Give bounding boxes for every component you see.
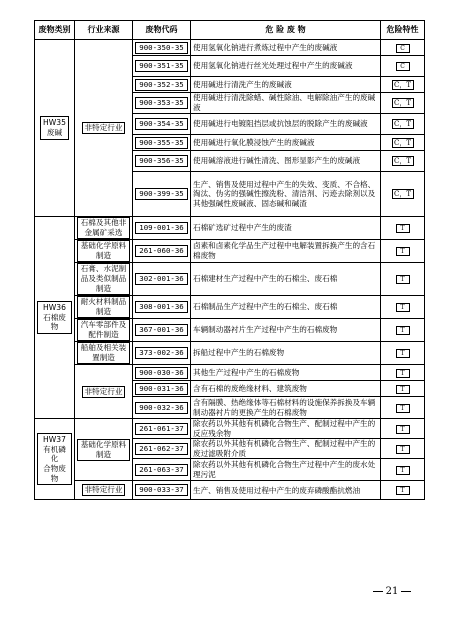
waste-code: 900-350-35 (135, 42, 188, 54)
hazard-property: C，T (392, 80, 414, 90)
hazard-property: T (396, 349, 410, 358)
waste-code-cell (133, 397, 191, 419)
table-row (35, 217, 425, 240)
hazard-property: T (396, 275, 410, 284)
industry-source-label: 耐火材料制品制造 (77, 296, 130, 318)
header-hazardous-waste: 危 险 废 物 (191, 21, 381, 40)
waste-description: 除农药以外其他有机磷化合物生产、配制过程中产生的反应残余物 (191, 419, 381, 439)
waste-code: 261-063-37 (135, 464, 188, 476)
waste-description: 车辆制动器衬片生产过程中产生的石棉废物 (191, 319, 381, 342)
waste-description: 使用碱进行电镀阻挡层或抗蚀层的脱除产生的废碱液 (191, 114, 381, 135)
hazard-property-cell (381, 397, 425, 419)
industry-source-cell (75, 217, 133, 240)
industry-source-cell (75, 263, 133, 296)
waste-code: 900-351-35 (135, 60, 188, 72)
industry-source-cell (75, 319, 133, 342)
waste-description: 使用氢氧化钠进行丝光处理过程中产生的废碱液 (191, 56, 381, 77)
hazard-property: C，T (392, 98, 414, 108)
hazard-property-cell (381, 217, 425, 240)
waste-code-cell (133, 151, 191, 172)
hazard-property-cell (381, 342, 425, 365)
waste-category-label: HW35 废碱 (40, 116, 69, 139)
page-number-text: 21 (385, 586, 399, 597)
waste-category-cell (35, 419, 75, 500)
industry-source-label: 基础化学原料制造 (77, 439, 130, 461)
hazard-property-cell (381, 151, 425, 172)
waste-code-cell (133, 263, 191, 296)
waste-code-cell (133, 56, 191, 77)
table-row (35, 481, 425, 500)
hazard-property: T (396, 486, 410, 495)
waste-code: 900-354-35 (135, 118, 188, 130)
hazard-property-cell (381, 93, 425, 114)
waste-code-cell (133, 439, 191, 459)
table-body (35, 40, 425, 500)
waste-code: 900-356-35 (135, 155, 188, 167)
waste-code: 308-001-36 (135, 301, 188, 313)
table-row (35, 419, 425, 439)
industry-source-label: 船舶及相关装置制造 (77, 342, 130, 364)
industry-source-label: 石膏、水泥制品及类似制品制造 (77, 263, 130, 295)
hazard-property: T (396, 303, 410, 312)
waste-code-cell (133, 419, 191, 439)
waste-description: 拆船过程中产生的石棉废物 (191, 342, 381, 365)
waste-code-cell (133, 481, 191, 500)
hazard-property: C，T (392, 156, 414, 166)
industry-source-cell (75, 296, 133, 319)
waste-code: 261-060-36 (135, 245, 188, 257)
hazard-property: C，T (392, 189, 414, 199)
table-header-row (35, 21, 425, 40)
waste-description: 使用碱溶液进行碱性清洗、图形显影产生的废碱液 (191, 151, 381, 172)
hazard-property: T (396, 369, 410, 378)
waste-description: 除农药以外其他有机磷化合物生产过程中产生的废水处理污泥 (191, 459, 381, 481)
waste-code-cell (133, 459, 191, 481)
waste-description: 除农药以外其他有机磷化合物生产、配制过程中产生的废过滤吸附介质 (191, 439, 381, 459)
hazard-property-cell (381, 56, 425, 77)
page-number (362, 586, 422, 597)
hazard-property: T (396, 404, 410, 413)
table-row (35, 263, 425, 296)
waste-category-label: HW36 石棉废物 (37, 301, 72, 334)
hazard-property: C (396, 62, 410, 71)
waste-description: 含有石棉的废绝缘材料、建筑废物 (191, 381, 381, 397)
waste-description: 使用碱进行清洗产生的废碱液 (191, 77, 381, 93)
industry-source-label: 石棉及其他非金属矿采选 (77, 217, 130, 239)
waste-code-cell (133, 77, 191, 93)
waste-description: 使用氢氧化钠进行煮炼过程中产生的废碱液 (191, 40, 381, 56)
header-waste-code: 废物代码 (133, 21, 191, 40)
waste-code: 302-001-36 (135, 273, 188, 285)
hazard-property: T (396, 466, 410, 475)
header-waste-category: 废物类别 (35, 21, 75, 40)
waste-code: 900-399-35 (135, 188, 188, 200)
header-hazard-property: 危险特性 (381, 21, 425, 40)
waste-category-cell (35, 40, 75, 217)
hazard-property-cell (381, 263, 425, 296)
hazard-property: C，T (392, 138, 414, 148)
hazard-property-cell (381, 319, 425, 342)
industry-source-cell (75, 481, 133, 500)
industry-source-cell (75, 365, 133, 419)
hazardous-waste-table (34, 20, 425, 500)
waste-description: 石棉制品生产过程中产生的石棉尘、废石棉 (191, 296, 381, 319)
waste-code: 900-353-35 (135, 97, 188, 109)
industry-source-cell (75, 419, 133, 481)
waste-code-cell (133, 240, 191, 263)
waste-code: 900-033-37 (135, 484, 188, 496)
waste-code: 261-062-37 (135, 443, 188, 455)
table-row (35, 342, 425, 365)
hazard-property-cell (381, 240, 425, 263)
hazard-property: T (396, 445, 410, 454)
waste-code: 109-001-36 (135, 222, 188, 234)
waste-code: 900-352-35 (135, 79, 188, 91)
industry-source-cell (75, 240, 133, 263)
header-industry-source: 行业来源 (75, 21, 133, 40)
waste-code: 373-002-36 (135, 347, 188, 359)
table-row (35, 296, 425, 319)
table-row (35, 240, 425, 263)
waste-description: 其他生产过程中产生的石棉废物 (191, 365, 381, 381)
waste-category-cell (35, 217, 75, 419)
hazard-property-cell (381, 459, 425, 481)
waste-code-cell (133, 135, 191, 151)
waste-description: 石棉矿选矿过程中产生的废渣 (191, 217, 381, 240)
waste-description: 使用碱进行氧化膜浸蚀产生的废碱液 (191, 135, 381, 151)
industry-source-label: 汽车零部件及配件制造 (77, 319, 130, 341)
hazard-property: T (396, 326, 410, 335)
hazard-property-cell (381, 40, 425, 56)
hazard-property: T (396, 385, 410, 394)
waste-code-cell (133, 365, 191, 381)
waste-code: 900-030-36 (135, 367, 188, 379)
hazard-property-cell (381, 77, 425, 93)
hazard-property-cell (381, 381, 425, 397)
waste-description: 生产、销售及使用过程中产生的失效、变质、不合格、淘汰、伪劣的强碱性擦洗粉、清洁剂、污迹去除剂以及其他强碱性废碱液、固态碱和碱渣 (191, 172, 381, 217)
waste-code-cell (133, 93, 191, 114)
waste-description: 使用碱进行清洗除蜡、碱性除油、电解除油产生的废碱液 (191, 93, 381, 114)
hazard-property-cell (381, 365, 425, 381)
hazard-property: T (396, 247, 410, 256)
waste-description: 含有隔膜、热绝缘体等石棉材料的设施保养拆换及车辆制动器衬片的更换产生的石棉废物 (191, 397, 381, 419)
hazard-property-cell (381, 135, 425, 151)
hazard-property-cell (381, 439, 425, 459)
waste-code-cell (133, 172, 191, 217)
hazard-property: C，T (392, 119, 414, 129)
industry-source-label: 基础化学原料制造 (77, 240, 130, 262)
hazard-property: T (396, 224, 410, 233)
waste-code: 900-355-35 (135, 137, 188, 149)
waste-code: 900-031-36 (135, 383, 188, 395)
hazard-property-cell (381, 172, 425, 217)
waste-code: 261-061-37 (135, 423, 188, 435)
waste-code-cell (133, 381, 191, 397)
hazard-property-cell (381, 114, 425, 135)
waste-description: 卤素和卤素化学品生产过程中电解装置拆换产生的含石棉废物 (191, 240, 381, 263)
hazard-property-cell (381, 481, 425, 500)
table-row (35, 319, 425, 342)
table-row (35, 365, 425, 381)
waste-category-label: HW37 有机磷化 合物废物 (37, 433, 72, 485)
hazard-property-cell (381, 296, 425, 319)
industry-source-cell (75, 342, 133, 365)
industry-source-cell (75, 40, 133, 217)
hazard-property-cell (381, 419, 425, 439)
waste-code-cell (133, 114, 191, 135)
waste-code-cell (133, 342, 191, 365)
waste-code: 900-032-36 (135, 402, 188, 414)
waste-code-cell (133, 296, 191, 319)
hazard-property: C (396, 44, 410, 53)
industry-source-label: 非特定行业 (82, 484, 126, 496)
industry-source-label: 非特定行业 (82, 122, 126, 134)
waste-code-cell (133, 40, 191, 56)
waste-code: 367-001-36 (135, 324, 188, 336)
waste-description: 石棉建材生产过程中产生的石棉尘、废石棉 (191, 263, 381, 296)
table-row (35, 40, 425, 56)
hazard-property: T (396, 425, 410, 434)
industry-source-label: 非特定行业 (82, 386, 126, 398)
waste-code-cell (133, 319, 191, 342)
waste-code-cell (133, 217, 191, 240)
waste-description: 生产、销售及使用过程中产生的废弃磷酸酯抗燃油 (191, 481, 381, 500)
